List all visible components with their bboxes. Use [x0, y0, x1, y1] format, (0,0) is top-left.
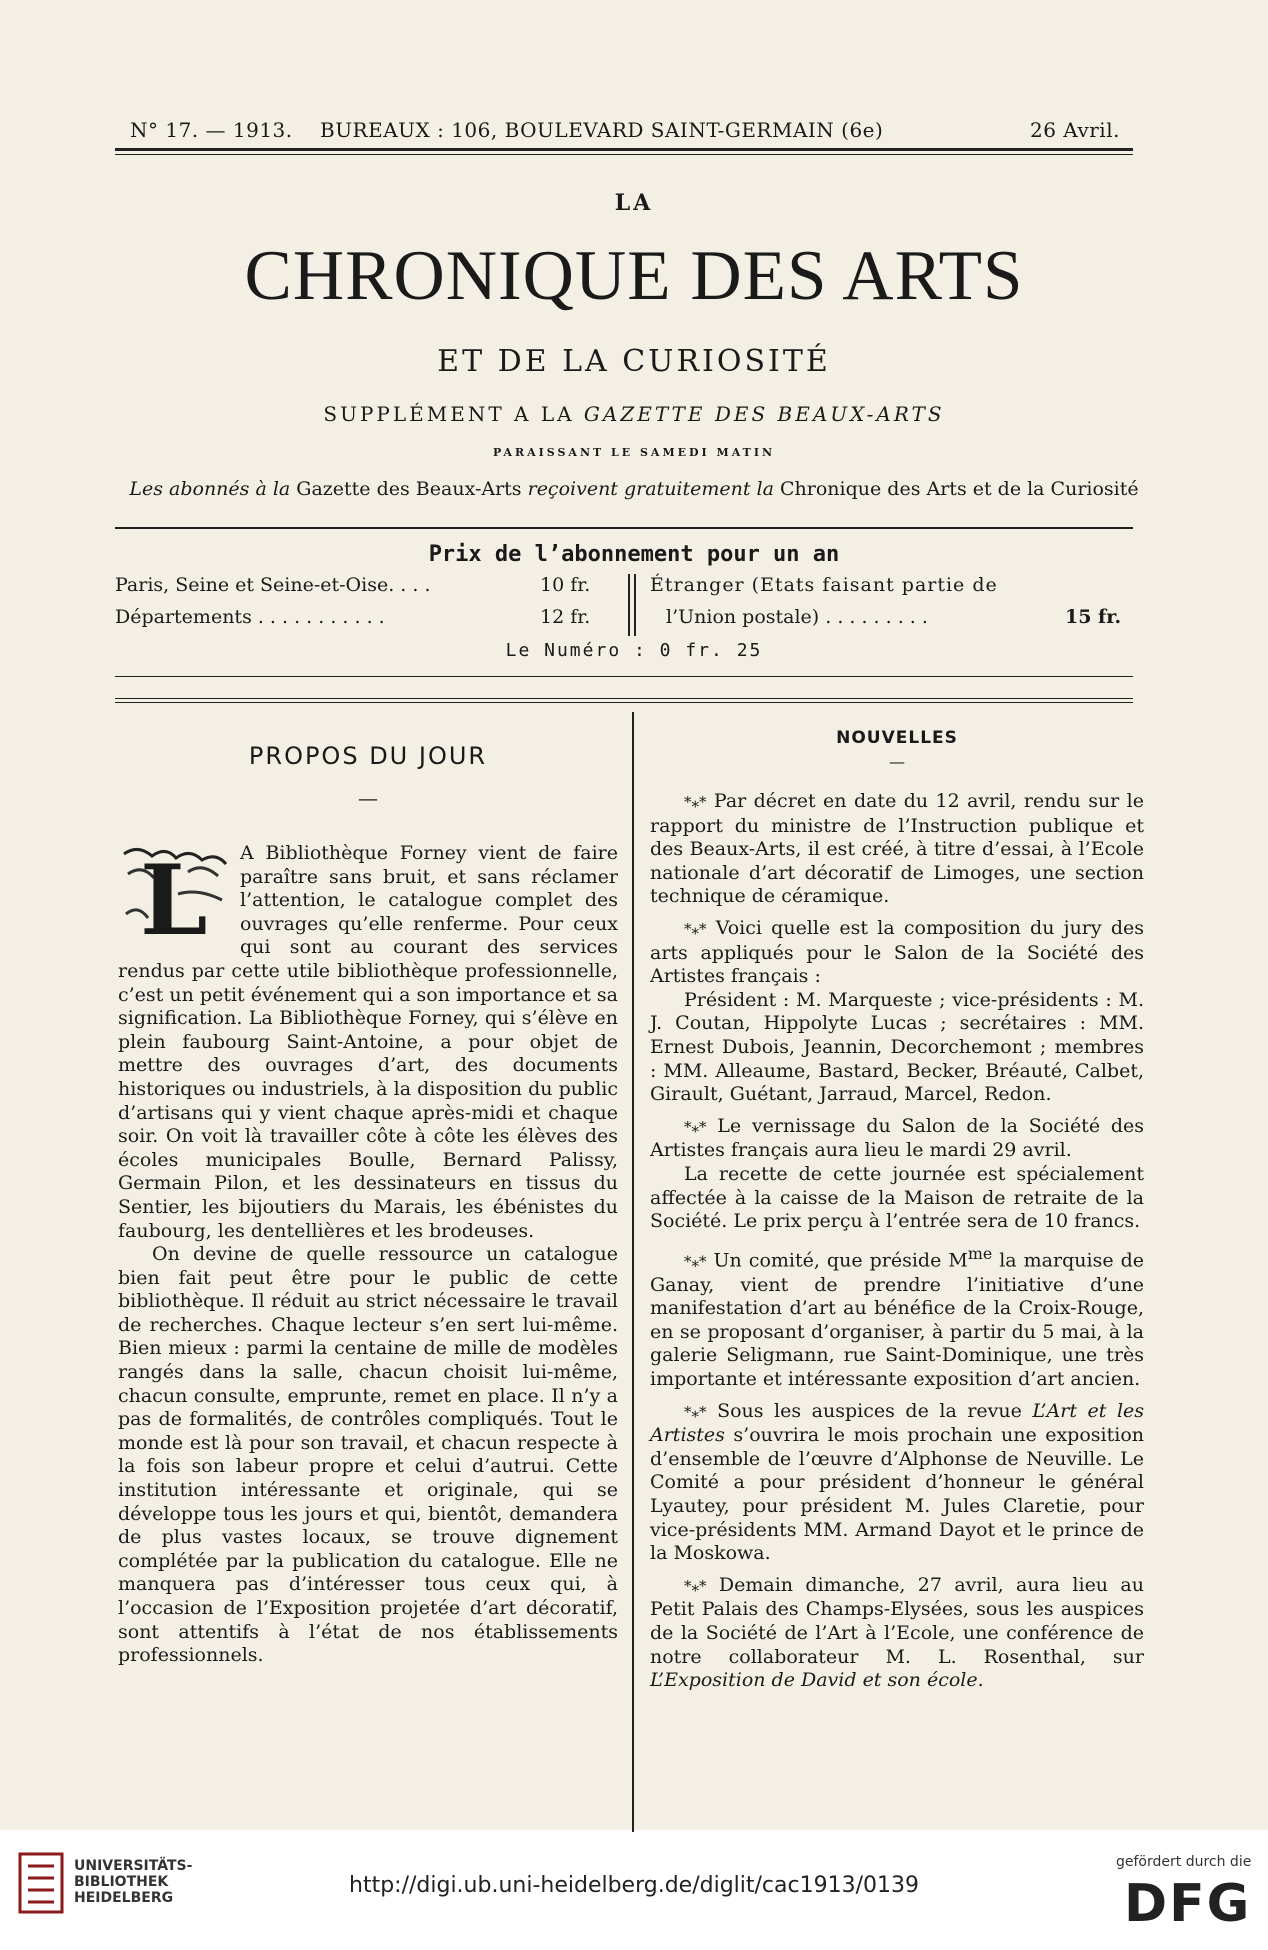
supplement-journal: GAZETTE DES BEAUX-ARTS — [583, 402, 945, 426]
publication-schedule: PARAISSANT LE SAMEDI MATIN — [492, 446, 776, 459]
subscription-divider — [628, 574, 630, 636]
propos-paragraph-2: On devine de quelle ressource un catalogue bien fait peut être pour le public de cette bibliothèque. Il réduit au strict nécessaire le travail de recherches. Chaque lecteur s’en sert lui-même. Bien mieux : parmi la centaine de mille de modèles rangés dans la salle, chacun choisit lui-même, chacun consulte, emprunte, remet en place. Il n’y a pas de formalités, de contrôles compliqués. Tout le monde est là pour son travail, et chacun respecte à la fois son labeur propre et celui d’autrui. Cette institution intéressante et originale, qui se développe tous les jours et qui, bientôt, demandera de plus vastes locaux, se trouve dignement complétée par la publication du catalogue. Elle ne manquera pas d’intéresser tous ceux qui, à l’occasion de l’Exposition projetée d’art décoratif, sont attentifs à l’état de nos établissements professionnels. — [118, 1243, 618, 1667]
subscription-divider-2 — [634, 574, 636, 636]
propos-dash: — — [358, 786, 378, 810]
issue-number: N° 17. — 1913. — [130, 118, 293, 142]
column-divider — [632, 712, 634, 1832]
etranger-price: 15 fr. — [1065, 606, 1122, 628]
subscription-title: Prix de l’abonnement pour un an — [428, 542, 840, 567]
issue-date: 26 Avril. — [1030, 118, 1120, 142]
etranger-line2: l’Union postale) . . . . . . . . . — [666, 606, 928, 628]
nouvelles-body — [650, 790, 1144, 1693]
propos-body — [118, 842, 618, 1668]
news-item-5: *⁎* Sous les auspices de la revue L’Art et les Artistes s’ouvrira le mois prochain une exposition d’ensemble de l’œuvre d’Alphonse de Neuville. Le Comité a pour président d’honneur le général Lyautey, pour président M. Jules Claretie, pour vice-présidents MM. Armand Dayot et le prince de la Moskowa. — [650, 1399, 1145, 1565]
masthead-article: LA — [614, 190, 654, 216]
propos-paragraph-1: A Bibliothèque Forney vient de faire paraître sans bruit, et sans réclamer l’attention, le catalogue complet des ouvrages qu’elle renferme. Pour ceux qui sont au courant des services rendus par cette utile bibliothèque professionnelle, c’est un petit événement qui a son importance et sa signification. La Bibliothèque Forney, qui s’élève en plein faubourg Saint-Antoine, a pour objet de mettre des ouvrages d’art, des documents historiques ou industriels, à la disposition du public d’artisans qui y vient chaque après-midi et chaque soir. On voit là travailler côte à côte les élèves des écoles municipales Boulle, Bernard Palissy, Germain Pilon, et les dessinateurs en tissus du Sentier, les bijoutiers du Marais, les ébénistes du faubourg, les dentellières et les brodeuses. — [118, 842, 618, 1242]
nouvelles-heading: NOUVELLES — [836, 728, 958, 748]
news-item-2: *⁎* Voici quelle est la composition du jury des arts appliqués pour le Salon de la Société des Artistes français : — [650, 916, 1144, 988]
header-rule-thin — [115, 154, 1133, 155]
asterism: *⁎* — [684, 1117, 707, 1136]
asterism: *⁎* — [684, 1576, 707, 1595]
departements-price: 12 fr. — [540, 606, 591, 628]
asterism: *⁎* — [684, 1402, 707, 1421]
subscription-rule-bottom — [115, 676, 1133, 677]
subscriber-note-chronique: Chronique des Arts et de la Curiosité — [780, 478, 1139, 500]
etranger-line1: Étranger (Etats faisant partie de — [650, 574, 998, 596]
supplement-prefix: SUPPLÉMENT A LA — [323, 402, 575, 426]
masthead-title: CHRONIQUE DES ARTS — [244, 237, 1024, 315]
asterism: *⁎* — [684, 919, 707, 938]
ornamental-dropcap — [118, 844, 230, 940]
paris-price: 10 fr. — [540, 574, 591, 596]
asterism: *⁎* — [684, 793, 707, 811]
columns-rule-1 — [115, 698, 1133, 699]
paris-label: Paris, Seine et Seine-et-Oise. . . . — [115, 574, 431, 596]
supplement-line — [0, 402, 1268, 426]
single-issue-price: Le Numéro : 0 fr. 25 — [505, 640, 763, 661]
dfg-logo: DFG — [1124, 1874, 1252, 1934]
news-item-3: *⁎* Le vernissage du Salon de la Société des Artistes français aura lieu le mardi 29 avril. — [650, 1114, 1144, 1162]
subscriber-note — [0, 478, 1268, 500]
news-item-1: *⁎* Par décret en date du 12 avril, rendu sur le rapport du ministre de l’Instruction publique et des Beaux-Arts, il est créé, à titre d’essai, à l’Ecole nationale d’art décoratif de Limoges, une section technique de céramique. — [650, 790, 1144, 908]
news-item-6: *⁎* Demain dimanche, 27 avril, aura lieu au Petit Palais des Champs-Elysées, sous les auspices de la Société de l’Art à l’Ecole, une conférence de notre collaborateur M. L. Rosenthal, sur L’Exposition de David et son école. — [650, 1573, 1144, 1692]
subscriber-note-part2: reçoivent gratuitement la — [527, 478, 774, 500]
news-item-3-recette: La recette de cette journée est spécialement affectée à la caisse de la Maison de retraite de la Société. Le prix perçu à l’entrée sera de 10 francs. — [650, 1162, 1144, 1233]
propos-heading: PROPOS DU JOUR — [248, 742, 488, 770]
funded-by: gefördert durch die — [1116, 1854, 1252, 1870]
nouvelles-dash: — — [889, 752, 905, 771]
departements-label: Départements . . . . . . . . . . . — [115, 606, 385, 628]
masthead-subtitle: ET DE LA CURIOSITÉ — [437, 344, 831, 379]
library-name: UNIVERSITÄTS- BIBLIOTHEK HEIDELBERG — [74, 1858, 193, 1906]
dropcap-letter: L — [140, 844, 208, 940]
source-url[interactable]: http://digi.ub.uni-heidelberg.de/diglit/cac1913/0139 — [349, 1873, 919, 1898]
asterism: *⁎* — [684, 1252, 707, 1271]
subscription-rule-top — [115, 527, 1133, 529]
header-rule — [115, 148, 1133, 151]
news-item-4: *⁎* Un comité, que préside $M^{me}$ la marquise de Ganay, vient de prendre l’initiative d’une manifestation d’art au bénéfice de la Croix-Rouge, en se proposant d’organiser, à partir du 5 mai, à la galerie Seligmann, rue Saint-Dominique, une très importante et intéressante exposition d’art ancien. — [650, 1243, 1144, 1390]
office-address: BUREAUX : 106, BOULEVARD SAINT-GERMAIN (6e) — [320, 118, 884, 142]
subscriber-note-part1: Les abonnés à la — [129, 478, 291, 500]
subscriber-note-gazette: Gazette des Beaux-Arts — [296, 478, 522, 500]
news-item-2-jury: Président : M. Marqueste ; vice-présidents : M. J. Coutan, Hippolyte Lucas ; secrétaires : MM. Ernest Dubois, Jeannin, Decorchemont ; membres : MM. Alleaume, Bastard, Becker, Bréauté, Calbet, Girault, Guétant, Jarraud, Marcel, Redon. — [650, 988, 1144, 1106]
columns-rule-2 — [115, 702, 1133, 703]
